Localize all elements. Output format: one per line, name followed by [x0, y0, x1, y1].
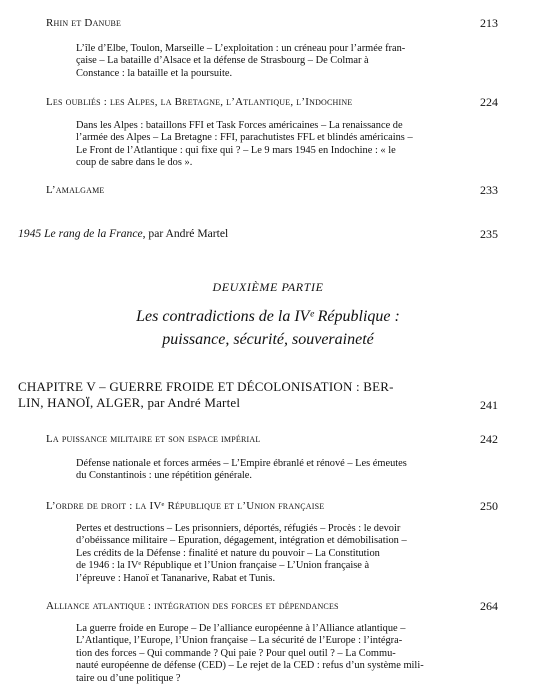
description-line: Défense nationale et forces armées – L’Empire ébranlé et rénové – Les émeutes — [76, 458, 407, 469]
section-heading: Les oubliés : les Alpes, la Bretagne, l’Atlantique, l’Indochine — [46, 96, 353, 108]
epilogue-author: , par André Martel — [142, 227, 229, 240]
chapter-title — [18, 379, 478, 411]
page-number: 250 — [480, 499, 498, 513]
description-line: Le Front de l’Atlantique : qui fixe qui ? – Le 9 mars 1945 en Indochine : « le — [76, 144, 396, 156]
description-line: L’île d’Elbe, Toulon, Marseille – L’exploitation : un créneau pour l’armée fran- — [76, 43, 406, 54]
section-heading: La puissance militaire et son espace impérial — [46, 433, 261, 445]
chapter-title-line: CHAPITRE V – GUERRE FROIDE ET DÉCOLONISATION : BER- — [18, 379, 394, 394]
description-line: Les crédits de la Défense : finalité et nature du pouvoir – La Constitution — [76, 547, 380, 559]
section-heading: Rhin et Danube — [46, 17, 122, 29]
description-line: taire ou d’une politique ? — [76, 672, 181, 684]
description-line: çaise – La bataille d’Alsace et la défense de Strasbourg – De Colmar à — [76, 55, 369, 67]
page-number: 235 — [480, 227, 498, 241]
page-number: 241 — [480, 398, 498, 412]
section-heading: Alliance atlantique : intégration des forces et dépendances — [46, 600, 339, 612]
description-line: coup de sabre dans le dos ». — [76, 157, 193, 169]
section-description — [76, 120, 520, 170]
description-line: l’épreuve : Hanoï et Tananarive, Rabat et Tunis. — [76, 572, 276, 584]
section-heading: L’amalgame — [46, 184, 105, 196]
epilogue-title — [18, 227, 228, 240]
section-description — [76, 523, 520, 585]
section-description — [76, 458, 520, 483]
part-label: DEUXIÈME PARTIE — [212, 280, 324, 294]
description-line: du Constantinois : une répétition générale. — [76, 470, 253, 482]
page-number: 224 — [480, 95, 498, 109]
page-number: 242 — [480, 432, 498, 446]
description-line: Dans les Alpes : bataillons FFI et Task Forces américaines – La renaissance de — [76, 120, 403, 131]
part-title-line2: puissance, sécurité, souveraineté — [162, 331, 374, 348]
epilogue-year: 1945 — [18, 227, 42, 240]
description-line: d’obéissance militaire – Epuration, dégagement, intégration et démobilisation – — [76, 535, 407, 547]
chapter-title-line: LIN, HANOÏ, ALGER, par André Martel — [18, 395, 241, 410]
description-line: tion des forces – Qui commande ? Qui paie ? Pour quel outil ? – La Commu- — [76, 647, 396, 659]
section-heading: L’ordre de droit : la IVᵉ République et l’Union française — [46, 500, 325, 512]
description-line: Constance : la bataille et la poursuite. — [76, 67, 233, 79]
description-line: de 1946 : la IVᵉ République et l’Union française – L’Union française à — [76, 560, 370, 572]
description-line: La guerre froide en Europe – De l’alliance européenne à l’Alliance atlantique – — [76, 623, 406, 634]
description-line: nauté européenne de défense (CED) – Le rejet de la CED : refus d’un système mili- — [76, 660, 424, 672]
section-description — [76, 43, 520, 80]
page-number: 233 — [480, 183, 498, 197]
description-line: l’armée des Alpes – La Bretagne : FFI, parachutistes FFL et blindés américains – — [76, 132, 413, 144]
description-line: Pertes et destructions – Les prisonniers, déportés, réfugiés – Procès : le devoir — [76, 523, 401, 534]
page-number: 213 — [480, 16, 498, 30]
part-title-line1: Les contradictions de la IVᵉ République : — [136, 308, 400, 325]
section-description — [76, 623, 520, 685]
epilogue-subtitle: Le rang de la France — [44, 227, 143, 240]
description-line: L’Atlantique, l’Europe, l’Union française – La sécurité de l’Europe : l’intégra- — [76, 635, 403, 647]
page-number: 264 — [480, 599, 498, 613]
